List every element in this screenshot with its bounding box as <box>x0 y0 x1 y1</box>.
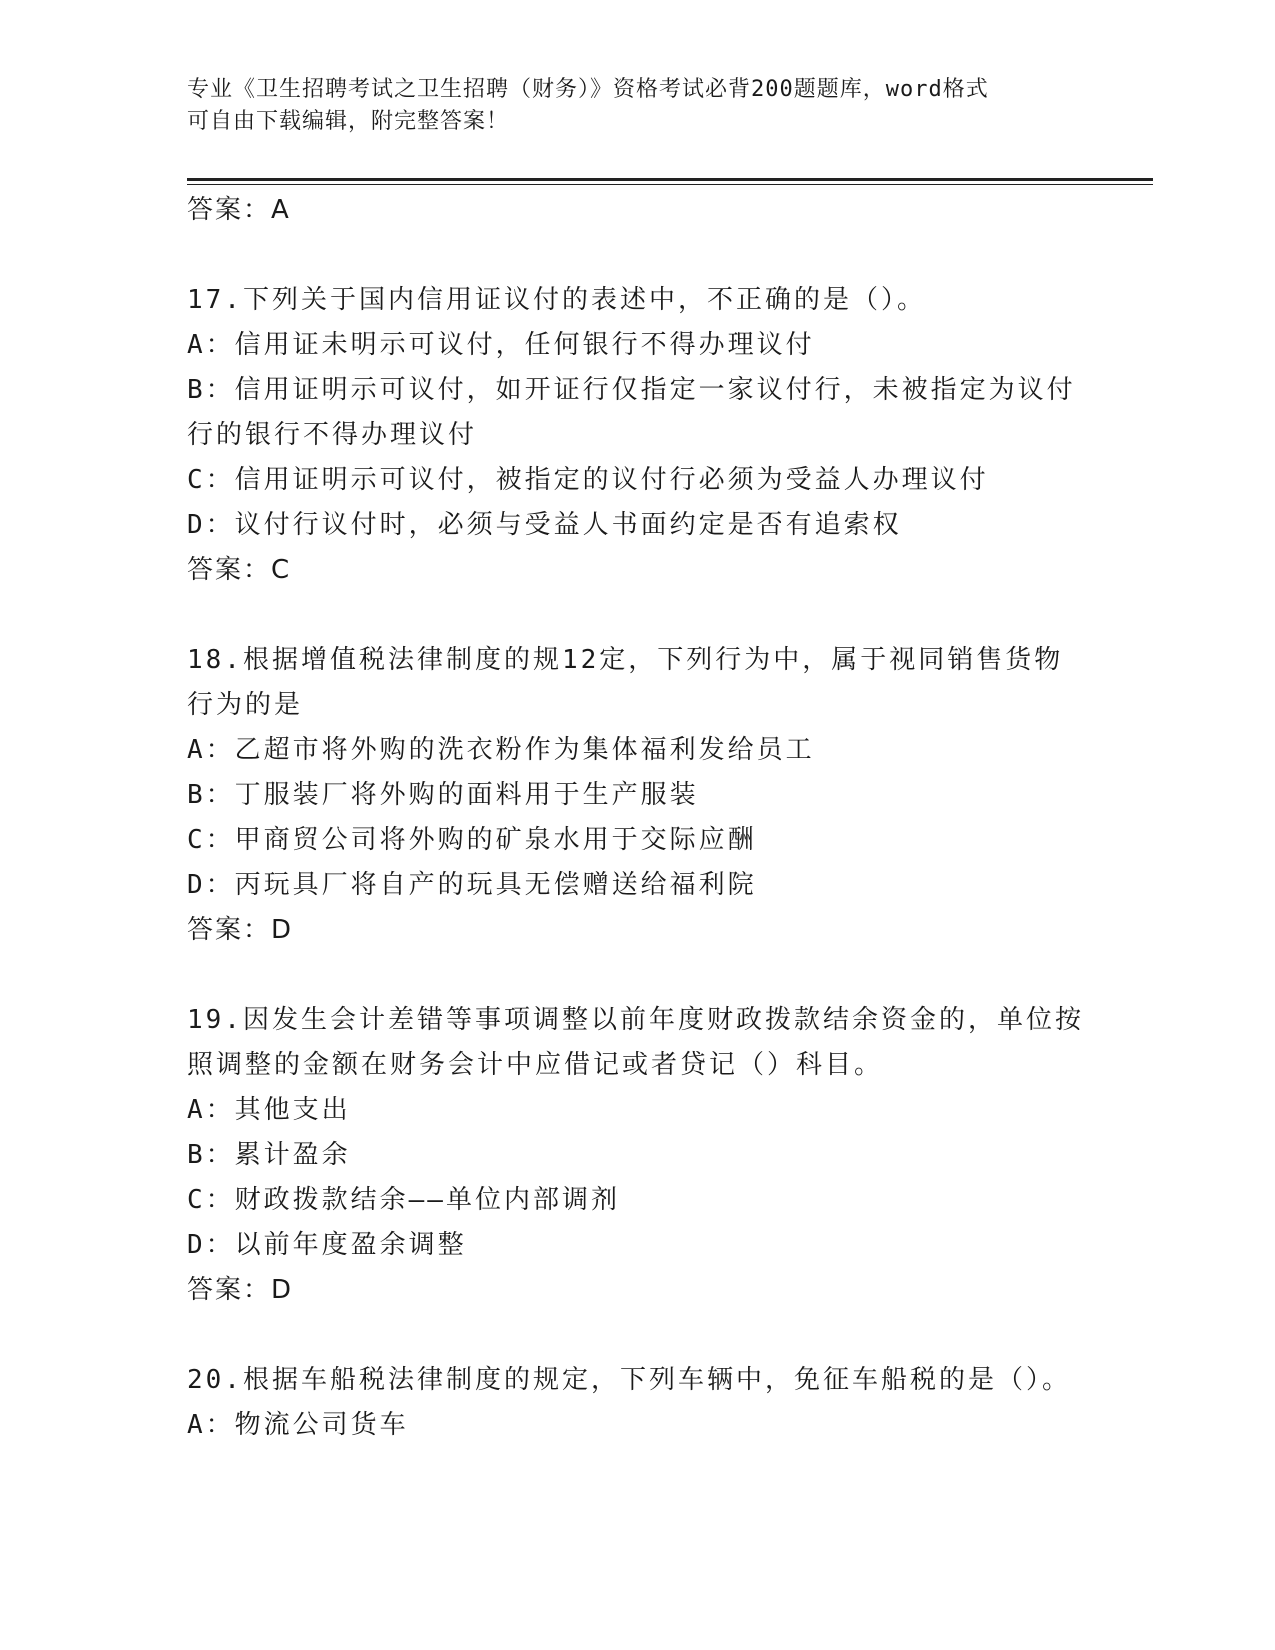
question-19-stem-line-1: 19.因发生会计差错等事项调整以前年度财政拨款结余资金的，单位按 <box>187 1005 1084 1035</box>
question-19-option-a: A：其他支出 <box>187 1095 351 1125</box>
answer-previous-question: 答案：A <box>187 195 291 225</box>
spacer <box>187 233 1087 278</box>
question-17-option-d: D：议付行议付时，必须与受益人书面约定是否有追索权 <box>187 510 902 540</box>
question-20 <box>187 1358 1087 1448</box>
question-18-option-b: B：丁服装厂将外购的面料用于生产服装 <box>187 780 699 810</box>
question-17-option-b-continued: 行的银行不得办理议付 <box>187 420 478 450</box>
question-18-option-a: A：乙超市将外购的洗衣粉作为集体福利发给员工 <box>187 735 815 765</box>
question-17 <box>187 278 1087 593</box>
question-18 <box>187 638 1087 953</box>
header-divider <box>187 178 1153 181</box>
question-18-answer: 答案：D <box>187 915 294 945</box>
question-19-option-b: B：累计盈余 <box>187 1140 351 1170</box>
question-20-stem: 20.根据车船税法律制度的规定，下列车辆中，免征车船税的是（）。 <box>187 1365 1071 1395</box>
question-17-option-a: A：信用证未明示可议付，任何银行不得办理议付 <box>187 330 815 360</box>
question-20-option-a: A：物流公司货车 <box>187 1410 409 1440</box>
question-19 <box>187 998 1087 1313</box>
header-title-line-2: 可自由下载编辑，附完整答案！ <box>187 109 510 134</box>
spacer <box>187 953 1087 998</box>
question-18-option-d: D：丙玩具厂将自产的玩具无偿赠送给福利院 <box>187 870 757 900</box>
question-list <box>187 188 1087 1448</box>
question-19-answer: 答案：D <box>187 1275 294 1305</box>
question-17-option-b: B：信用证明示可议付，如开证行仅指定一家议付行，未被指定为议付 <box>187 375 1076 405</box>
question-18-option-c: C：甲商贸公司将外购的矿泉水用于交际应酬 <box>187 825 757 855</box>
header-title-line-1: 专业《卫生招聘考试之卫生招聘（财务）》资格考试必背200题题库，word格式 <box>187 77 989 102</box>
document-header <box>187 74 1067 138</box>
question-18-stem-line-2: 行为的是 <box>187 690 304 720</box>
question-17-option-c: C：信用证明示可议付，被指定的议付行必须为受益人办理议付 <box>187 465 989 495</box>
spacer <box>187 1313 1087 1358</box>
question-18-stem-line-1: 18.根据增值税法律制度的规12定，下列行为中，属于视同销售货物 <box>187 645 1064 675</box>
question-19-stem-line-2: 照调整的金额在财务会计中应借记或者贷记（）科目。 <box>187 1050 884 1080</box>
question-17-answer: 答案：C <box>187 555 292 585</box>
question-19-option-c: C：财政拨款结余——单位内部调剂 <box>187 1185 620 1215</box>
question-17-stem: 17.下列关于国内信用证议付的表述中，不正确的是（）。 <box>187 285 926 315</box>
question-19-option-d: D：以前年度盈余调整 <box>187 1230 467 1260</box>
spacer <box>187 593 1087 638</box>
